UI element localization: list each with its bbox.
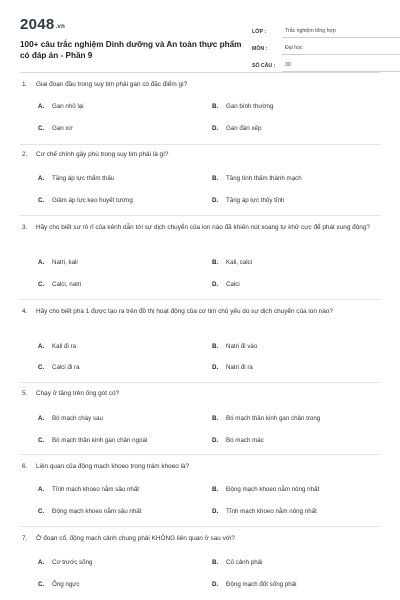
option-text: Natri đi ra — [226, 364, 253, 371]
option-letter: B. — [212, 175, 219, 182]
option-text: Tĩnh mạch khoeo nằm sâu nhất — [52, 486, 140, 493]
option-text: Ống ngực — [52, 581, 80, 588]
option-a[interactable] — [38, 102, 84, 111]
option-b[interactable] — [212, 258, 252, 267]
option-c[interactable] — [38, 196, 133, 205]
option-text: Gan đàn xếp — [226, 125, 262, 132]
meta-row-class — [252, 22, 400, 38]
logo-suffix: .vn — [55, 24, 66, 30]
question-divider — [20, 382, 380, 383]
question-stem — [20, 150, 380, 161]
meta-row-count — [252, 56, 400, 72]
header-divider — [20, 72, 380, 73]
question-number: 6. — [22, 463, 28, 470]
option-a[interactable] — [38, 258, 78, 267]
option-c[interactable] — [38, 363, 80, 372]
option-text: Gan xơ — [52, 125, 73, 132]
option-text: Kali, calci — [226, 259, 253, 266]
option-letter: B. — [212, 486, 219, 493]
question-stem — [20, 462, 380, 473]
option-letter: A. — [38, 486, 45, 493]
question-number: 2. — [22, 151, 28, 158]
option-letter: A. — [38, 343, 45, 350]
option-d[interactable] — [212, 507, 317, 516]
question-number: 7. — [22, 535, 28, 542]
meta-key: MÔN : — [252, 46, 268, 52]
option-letter: C. — [38, 125, 45, 132]
logo-name: 2048 — [20, 16, 55, 33]
option-c[interactable] — [38, 436, 147, 445]
meta-key: LỚP : — [252, 29, 267, 35]
meta-value: Trắc nghiệm tổng hợp — [282, 26, 400, 38]
option-a[interactable] — [38, 485, 139, 494]
option-letter: D. — [212, 281, 219, 288]
option-letter: C. — [38, 508, 45, 515]
question-6 — [20, 462, 380, 515]
option-letter: C. — [38, 581, 45, 588]
option-d[interactable] — [212, 436, 264, 445]
question-text: Cơ chế chính gây phù trong suy tim phải là gì? — [36, 151, 169, 158]
option-b[interactable] — [212, 102, 273, 111]
option-letter: B. — [212, 343, 219, 350]
question-1 — [20, 80, 380, 132]
option-text: Gan bình thường — [226, 103, 274, 110]
meta-value: 30 — [282, 60, 400, 72]
question-number: 1. — [22, 81, 28, 88]
option-d[interactable] — [212, 124, 261, 133]
option-text: Bó mạch thần kinh gan chân ngoài — [52, 437, 148, 444]
question-5 — [20, 389, 380, 444]
question-text: Ở đoạn cổ, động mạch cảnh chung phải KHÔNG liên quan ở sau với? — [36, 535, 235, 542]
meta-value: Đại học — [282, 43, 400, 55]
option-text: Bó mạch chày sau — [52, 415, 103, 422]
option-text: Giảm áp lực keo huyết tương — [52, 197, 133, 204]
option-letter: A. — [38, 559, 45, 566]
question-text: Hãy cho biết sự rò rỉ của kênh dẫn tới sự dịch chuyển của ion nào đã khiến nút xoang tự khử cực để phát xung động? — [36, 224, 370, 231]
option-letter: B. — [212, 259, 219, 266]
meta-row-subject — [252, 39, 400, 55]
option-letter: D. — [212, 581, 219, 588]
option-letter: A. — [38, 103, 45, 110]
question-4 — [20, 307, 380, 371]
option-text: Bó mạch mác — [226, 437, 264, 444]
meta-key: SỐ CÂU : — [252, 63, 276, 69]
option-text: Calci — [226, 281, 240, 288]
question-3 — [20, 223, 380, 288]
option-text: Tĩnh mạch khoeo nằm nông nhất — [226, 508, 317, 515]
option-letter: D. — [212, 125, 219, 132]
option-text: Calci đi ra — [52, 364, 80, 371]
option-a[interactable] — [38, 414, 103, 423]
question-number: 4. — [22, 308, 28, 315]
option-c[interactable] — [38, 280, 81, 289]
option-text: Natri đi vào — [226, 343, 258, 350]
option-a[interactable] — [38, 558, 92, 567]
option-c[interactable] — [38, 580, 80, 589]
option-d[interactable] — [212, 363, 253, 372]
option-a[interactable] — [38, 174, 114, 183]
option-b[interactable] — [212, 558, 262, 567]
option-c[interactable] — [38, 124, 73, 133]
option-text: Tăng áp lực thẩm thấu — [52, 175, 115, 182]
option-letter: C. — [38, 281, 45, 288]
option-text: Cơ trước sống — [52, 559, 93, 566]
option-text: Calci, natri — [52, 281, 82, 288]
option-letter: C. — [38, 197, 45, 204]
option-letter: D. — [212, 437, 219, 444]
question-divider — [20, 299, 380, 300]
question-divider — [20, 215, 380, 216]
question-text: Giai đoạn đầu trong suy tim phải gan có đặc điểm gì? — [36, 81, 188, 88]
option-letter: D. — [212, 364, 219, 371]
question-stem — [20, 307, 380, 318]
option-b[interactable] — [212, 342, 257, 351]
option-letter: C. — [38, 364, 45, 371]
option-c[interactable] — [38, 507, 141, 516]
option-letter: B. — [212, 415, 219, 422]
question-stem — [20, 223, 380, 234]
option-text: Bó mạch thần kinh gan chân trong — [226, 415, 321, 422]
option-letter: A. — [38, 259, 45, 266]
question-number: 5. — [22, 390, 28, 397]
document-title: 100+ câu trắc nghiệm Dinh dưỡng và An toàn thực phẩm có đáp án - Phần 9 — [20, 40, 242, 60]
question-stem — [20, 534, 380, 545]
option-d[interactable] — [212, 280, 240, 289]
question-stem — [20, 389, 380, 400]
option-text: Gan nhỏ lại — [52, 103, 84, 110]
page-header — [20, 10, 380, 78]
question-number: 3. — [22, 224, 28, 231]
option-a[interactable] — [38, 342, 76, 351]
option-d[interactable] — [212, 196, 285, 205]
option-text: Động mạch đốt sống phải — [226, 581, 297, 588]
option-text: Động mạch khoeo nằm nông nhất — [226, 486, 320, 493]
option-text: Tăng tính thấm thành mạch — [226, 175, 302, 182]
site-logo[interactable] — [20, 16, 65, 33]
option-b[interactable] — [212, 485, 319, 494]
option-letter: D. — [212, 508, 219, 515]
question-2 — [20, 150, 380, 204]
option-letter: C. — [38, 437, 45, 444]
option-letter: B. — [212, 103, 219, 110]
option-text: Củ cảnh phải — [226, 559, 263, 566]
question-stem — [20, 80, 380, 91]
option-b[interactable] — [212, 174, 302, 183]
meta-info — [252, 22, 400, 73]
question-7 — [20, 534, 380, 588]
question-divider — [20, 144, 380, 145]
option-letter: B. — [212, 559, 219, 566]
option-text: Động mạch khoeo nằm sâu nhất — [52, 508, 142, 515]
option-text: Kali đi ra — [52, 343, 77, 350]
option-text: Tăng áp lực thủy tĩnh — [226, 197, 285, 204]
question-divider — [20, 526, 380, 527]
question-divider — [20, 454, 380, 455]
option-d[interactable] — [212, 580, 297, 589]
option-b[interactable] — [212, 414, 320, 423]
option-letter: A. — [38, 175, 45, 182]
question-text: Liên quan của động mạch khoeo trong trám khoeo là? — [36, 463, 190, 470]
option-letter: D. — [212, 197, 219, 204]
question-text: Chạy ở tầng trên ống gót có? — [36, 390, 120, 397]
option-text: Natri, kali — [52, 259, 78, 266]
question-text: Hãy cho biết pha 1 được tạo ra trên đồ thị hoạt động của cơ tim chủ yếu do sự dịch chuyển của ion nào? — [36, 308, 333, 315]
option-letter: A. — [38, 415, 45, 422]
